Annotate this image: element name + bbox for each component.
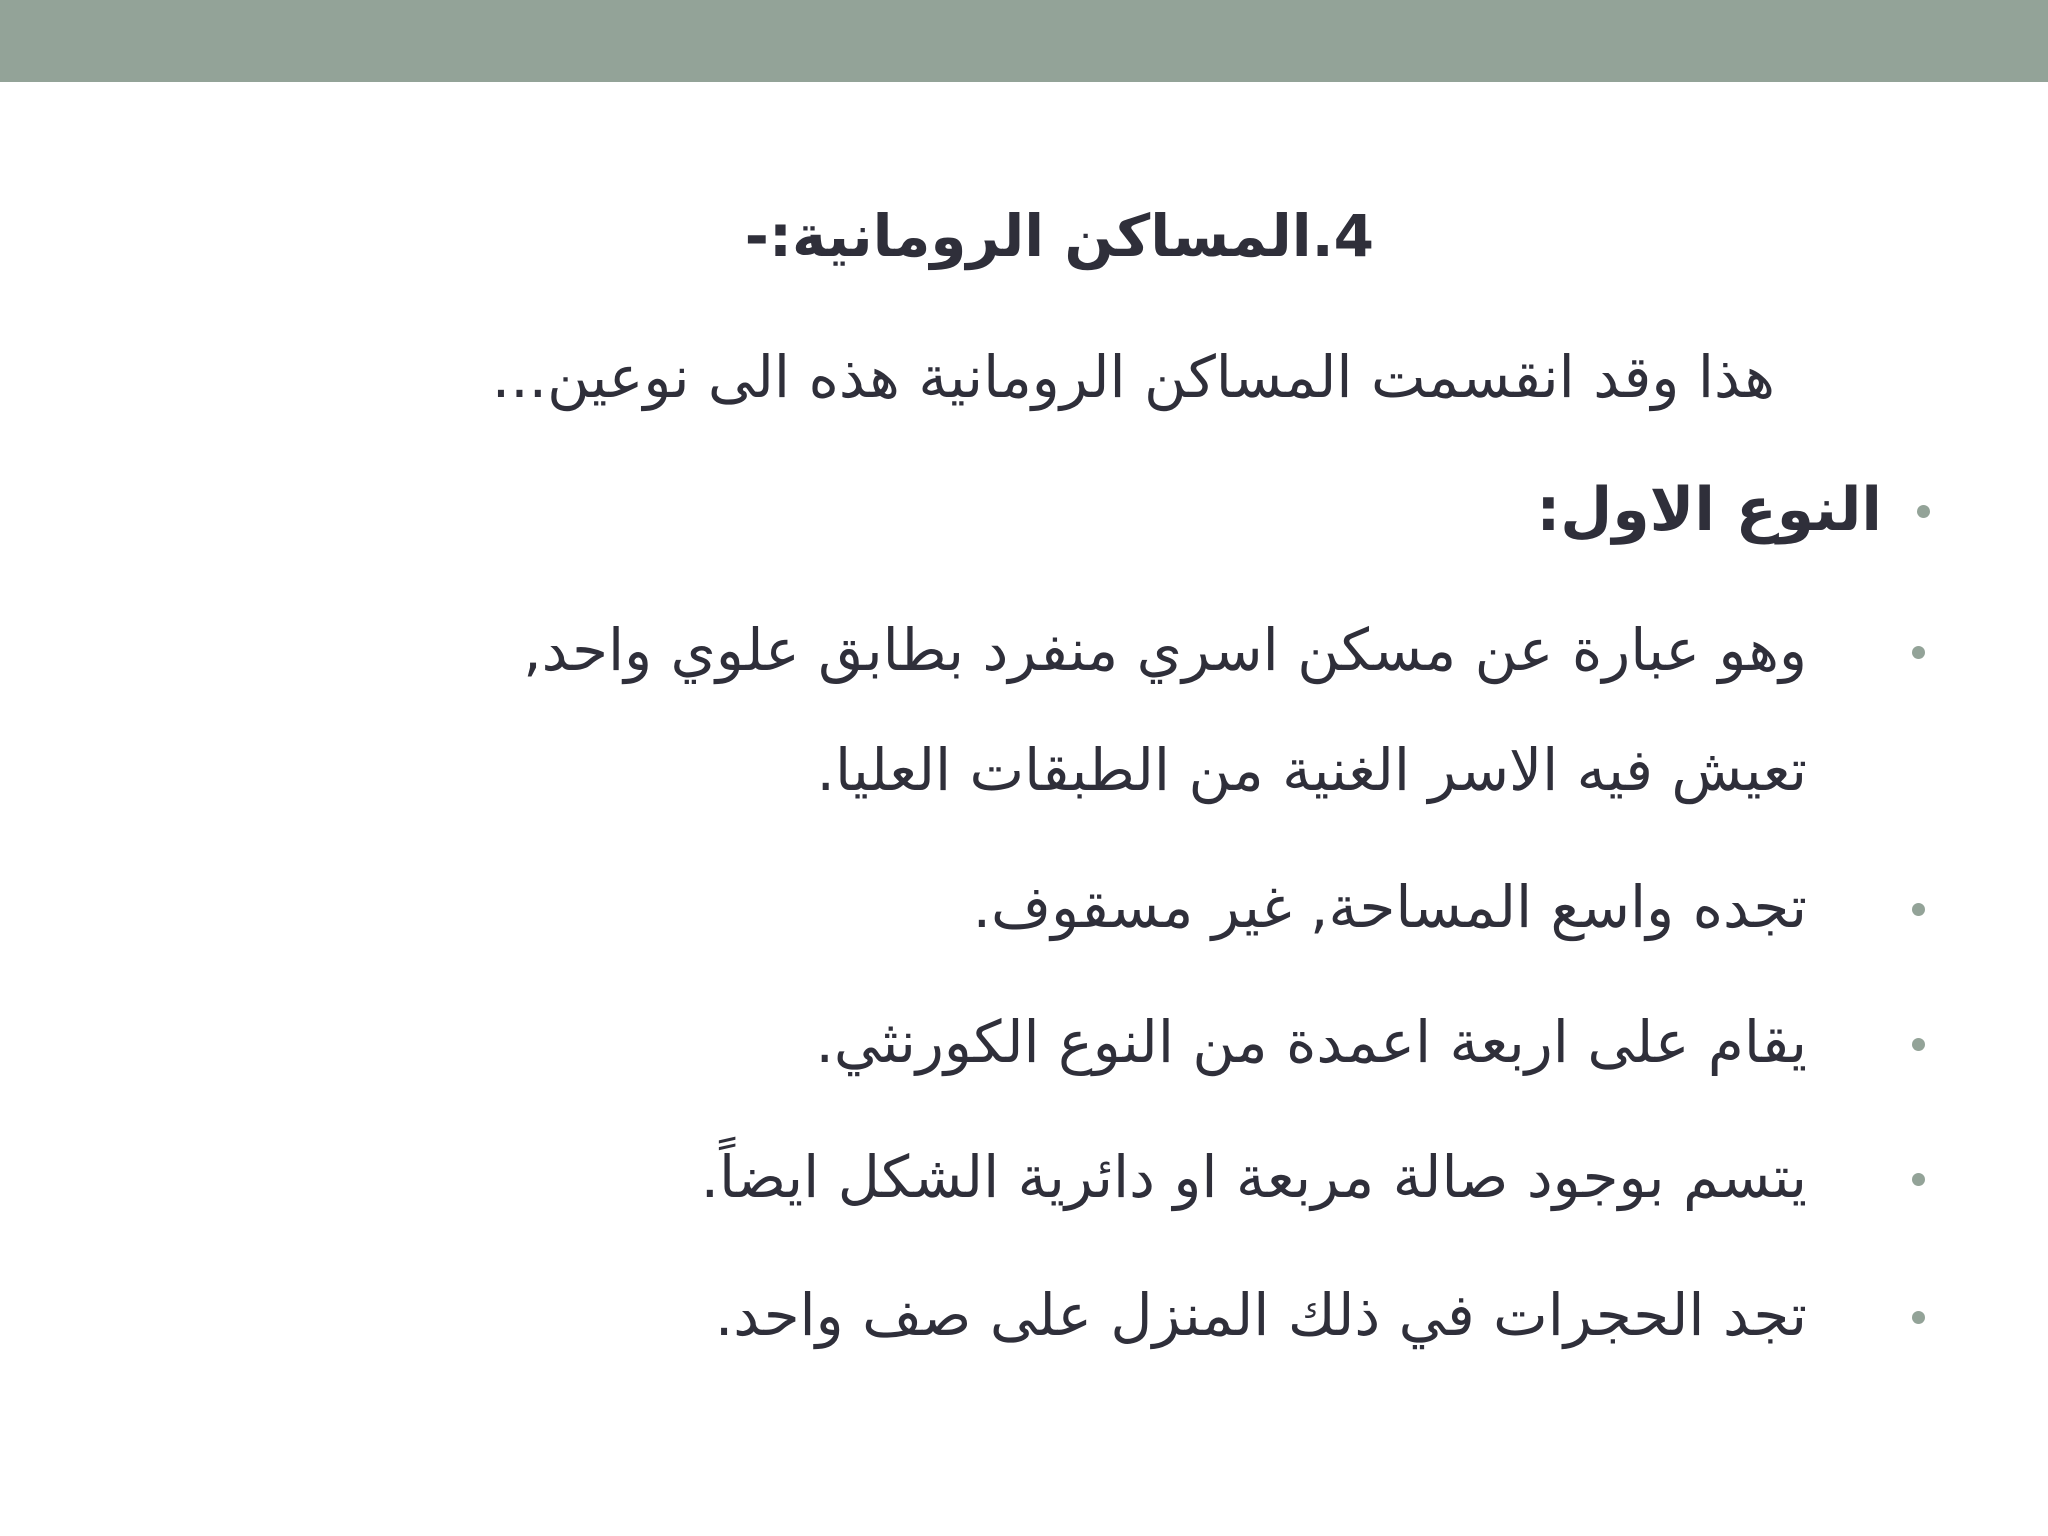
slide-intro: هذا وقد انقسمت المساكن الرومانية هذه الى نوعين... — [491, 343, 1775, 411]
bullet-item-1 — [0, 610, 2048, 690]
bullet-item-text: وهو عبارة عن مسكن اسري منفرد بطابق علوي واحد, — [523, 616, 1807, 684]
bullet-item-text: تجد الحجرات في ذلك المنزل على صف واحد. — [714, 1281, 1807, 1349]
bullet-dot-icon — [1912, 1038, 1925, 1051]
slide-title: 4.المساكن الرومانية:- — [744, 202, 1374, 270]
bullet-dot-icon — [1912, 1173, 1925, 1186]
bullet-item-3 — [0, 1002, 2048, 1082]
bullet-item-4 — [0, 1137, 2048, 1217]
bullet-item-5 — [0, 1275, 2048, 1355]
bullet-item-text: يتسم بوجود صالة مربعة او دائرية الشكل ايضاً. — [700, 1143, 1807, 1211]
bullet-item-continuation: تعيش فيه الاسر الغنية من الطبقات العليا. — [816, 736, 1807, 804]
bullet-item-text: يقام على اربعة اعمدة من النوع الكورنثي. — [815, 1008, 1807, 1076]
bullet-heading-row — [0, 470, 2048, 550]
bullet-dot-icon — [1912, 1311, 1925, 1324]
bullet-dot-icon — [1912, 903, 1925, 916]
bullet-dot-icon — [1917, 505, 1930, 518]
bullet-item-2 — [0, 867, 2048, 947]
bullet-heading: النوع الاول: — [1536, 475, 1882, 545]
bullet-dot-icon — [1912, 646, 1925, 659]
bullet-item-text: تجده واسع المساحة, غير مسقوف. — [972, 873, 1807, 941]
slide-top-bar — [0, 0, 2048, 82]
